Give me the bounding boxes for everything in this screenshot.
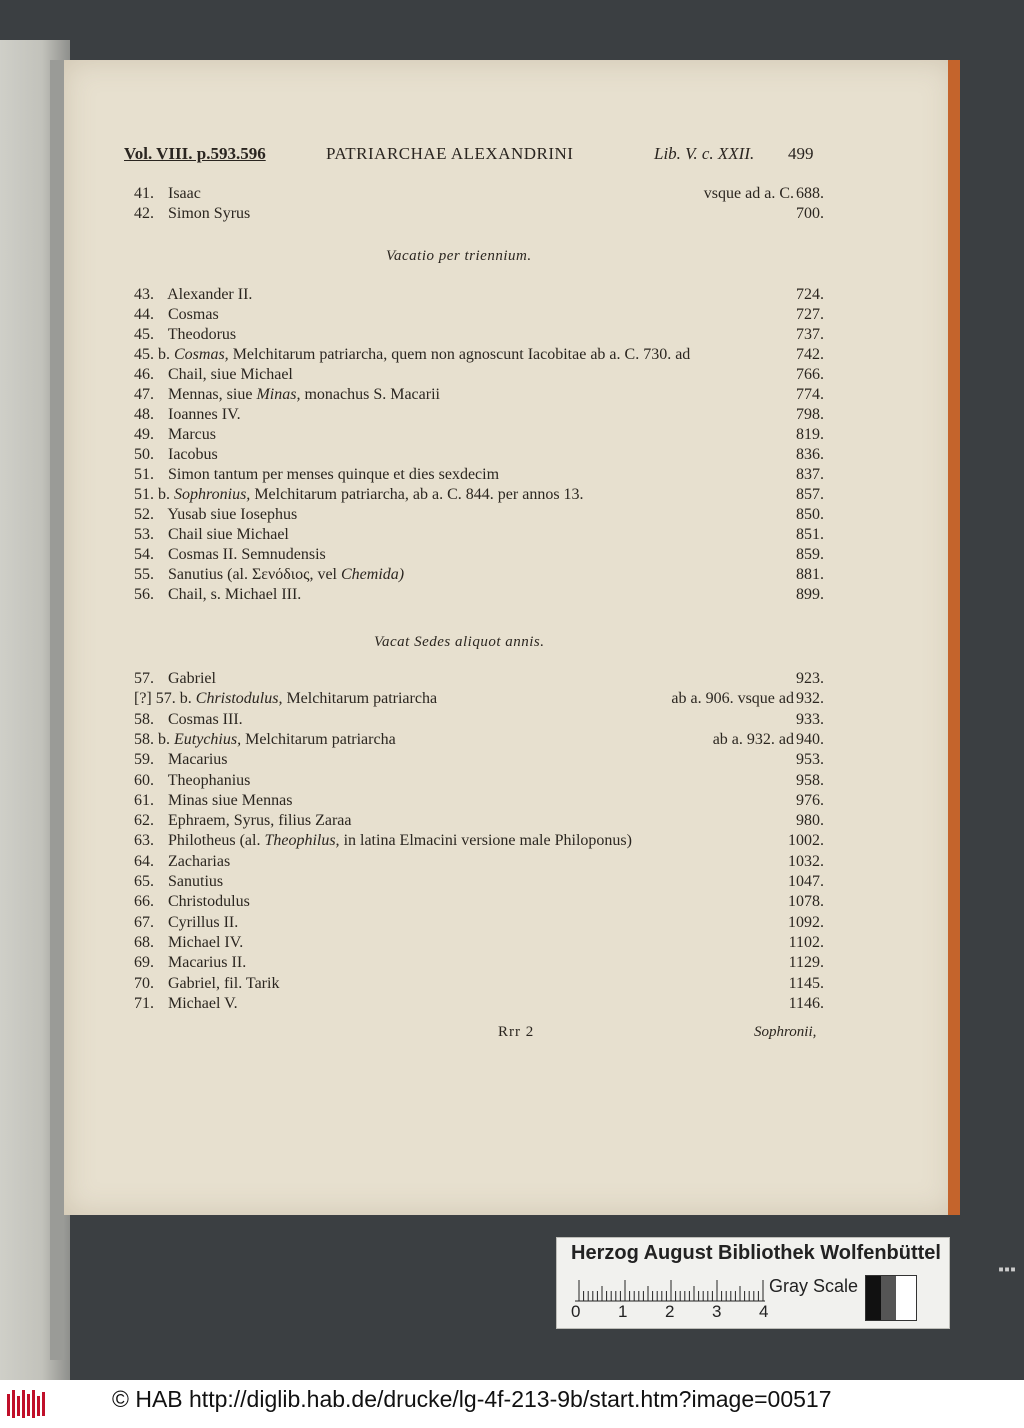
entry-name: Simon tantum per menses quinque et dies sexdecim [168,466,500,483]
entry-number: 64. [134,852,154,870]
entry-year: 837. [796,466,824,483]
entry-number: 49. [134,426,154,443]
catchword: Sophronii, [754,1024,817,1040]
entry-number: 60. [134,771,154,789]
entry-number: 69. [134,954,154,972]
entry-year: 1032. [788,852,824,870]
entry-name: Cosmas [168,306,219,323]
entry-name: Chail siue Michael [168,526,289,543]
entry-name: Ephraem, Syrus, filius Zaraa [168,812,352,830]
entry-year: 932. [796,690,824,708]
gray-swatch [865,1275,917,1321]
entry-year: 881. [796,566,824,583]
entry-name-italic: Chemida) [340,566,405,583]
signature-mark: Rrr 2 [498,1024,535,1040]
list-item [134,792,824,810]
entry-number: 53. [134,526,154,543]
list-item [134,366,824,384]
entry-number: 41. [134,185,154,202]
entry-range: ab a. 906. vsque ad [671,690,794,708]
ruler-digit: 2 [665,1302,675,1321]
list-item [134,346,824,364]
list-item [134,386,824,404]
entry-name: Minas siue Mennas [168,791,293,809]
list-item [134,711,824,729]
entry-number: 59. [134,751,154,769]
entry-name: Michael IV. [168,933,244,951]
entry-number: 51. b. [134,486,170,503]
entry-name-italic: Cosmas, [174,346,229,363]
entry-year: 1002. [788,832,824,850]
entry-year: 1129. [788,954,824,972]
entry-number: 71. [134,994,154,1012]
entry-name: Chail, s. Michael III. [168,586,302,603]
entry-name: Simon Syrus [168,205,251,222]
entry-name-italic: Sophronius, [174,486,251,503]
entry-number: 66. [134,893,154,911]
entry-name: Yusab siue Iosephus [167,506,298,523]
list-item [134,406,824,424]
list-item [134,934,824,952]
entry-range: vsque ad a. C. [703,185,794,202]
entry-name-italic: Minas, [256,386,301,403]
hab-logo-icon [6,1388,46,1420]
list-item [134,690,824,708]
list-item [134,546,824,564]
list-item [134,812,824,830]
entry-year: 798. [796,406,824,423]
entry-number: 52. [134,506,154,523]
header-title: PATRIARCHAE ALEXANDRINI [326,144,574,163]
library-name: Herzog August Bibliothek Wolfenbüttel [571,1242,941,1264]
list-item [134,914,824,932]
entry-year: 958. [796,771,824,789]
entry-name-italic: Eutychius, [174,730,242,748]
list-item [134,670,824,688]
entry-number: 68. [134,933,154,951]
entry-number: 70. [134,974,154,992]
gray-scale-card [556,1237,950,1329]
entry-number: 44. [134,306,154,323]
gray-scale-label: Gray Scale [769,1276,859,1296]
entry-year: 836. [796,446,824,463]
list-item [134,526,824,544]
entry-name: Gabriel [168,670,216,687]
entry-name: Melchitarum patriarcha, quem non agnoscunt Iacobitae ab a. C. 730. ad [232,346,691,363]
ruler-digit: 0 [571,1302,581,1321]
list-item [134,751,824,769]
list-item [134,426,824,444]
header-page-number: 499 [788,144,814,163]
entry-year: 850. [796,506,824,523]
entry-number: 55. [134,566,154,583]
entry-number: 65. [134,873,154,890]
entry-number: 56. [134,586,154,603]
entry-year: 859. [796,546,824,563]
list-item [134,466,824,484]
copyright-link[interactable]: © HAB http://diglib.hab.de/drucke/lg-4f-213-9b/start.htm?image=00517 [112,1386,832,1412]
list-item [134,772,824,790]
list-item [134,586,824,604]
entry-number: 54. [134,546,154,563]
entry-year: 851. [796,526,824,543]
ruler-digit: 1 [618,1302,628,1321]
entry-range: ab a. 932. ad [712,730,794,748]
entry-number: 62. [134,812,154,830]
list-item [134,506,824,524]
list-item [134,853,824,871]
ruler-digit: 4 [759,1302,769,1321]
entry-name: Melchitarum patriarcha, ab a. C. 844. per annos 13. [254,486,584,503]
list-item [134,873,824,891]
heading-vacatio: Vacatio per triennium. [386,248,532,264]
entry-year: 1047. [788,873,824,890]
entry-name: Marcus [168,426,216,443]
list-item [134,954,824,972]
entry-year: 940. [796,730,824,748]
entry-name: Cyrillus II. [168,913,239,931]
book-page [64,60,954,1215]
footer-bar [0,1380,1024,1428]
entry-year: 1146. [788,994,824,1012]
entry-number: [?] 57. b. [134,690,192,708]
entry-year: 724. [796,286,824,303]
list-item [134,486,824,504]
entry-name: Zacharias [168,852,231,870]
entry-name: Ioannes IV. [168,406,241,423]
entry-number: 58. b. [134,730,170,748]
list-item [134,286,824,304]
entry-name: Macarius II. [168,954,247,972]
list-item [134,975,824,993]
header-lib: Lib. V. c. XXII. [654,144,755,163]
entry-name: Christodulus [168,893,250,911]
entry-name: in latina Elmacini versione male Philoponus) [343,832,632,850]
header-volume: Vol. VIII. p.593.596 [124,144,266,163]
list-item [134,326,824,344]
entry-name: Michael V. [168,994,238,1012]
entry-number: 67. [134,913,154,931]
entry-name: Philotheus (al. [168,832,261,850]
entry-number: 47. [134,386,154,403]
entry-year: 700. [796,205,824,222]
entry-year: 774. [796,386,824,403]
list-item [134,893,824,911]
entry-number: 43. [134,286,154,303]
entry-name: Sanutius (al. Σενόδιος, vel [168,566,337,583]
entry-year: 923. [796,670,824,687]
entry-name: Theophanius [167,771,251,789]
entry-year: 976. [796,791,824,809]
entry-year: 980. [796,812,824,830]
entry-name: Mennas, siue [168,386,253,403]
list-item [134,446,824,464]
list-item [134,306,824,324]
entry-name: Melchitarum patriarcha [286,690,438,708]
entry-number: 46. [134,366,154,383]
entry-year: 899. [796,586,824,603]
entry-number: 57. [134,670,154,687]
entry-year: 857. [796,486,824,503]
entry-name: Theodorus [167,326,237,343]
entry-name: monachus S. Macarii [304,386,440,403]
entry-name: Cosmas III. [168,710,243,728]
entry-year: 819. [796,426,824,443]
entry-year: 1092. [788,913,824,931]
ruler-icon [575,1278,765,1302]
entry-name: Sanutius [168,873,224,890]
entry-number: 58. [134,710,154,728]
entry-number: 45. b. [134,346,170,363]
list-item [134,832,824,850]
entry-year: 737. [796,326,824,343]
entry-number: 50. [134,446,154,463]
entry-year: 953. [796,751,824,769]
entry-number: 45. [134,326,154,343]
ruler-digits [571,1302,806,1322]
page-fold-shadow [50,60,64,1360]
entry-name: Isaac [168,185,201,202]
entry-year: 688. [796,185,824,202]
entry-year: 1102. [788,933,824,951]
list-item [134,731,824,749]
entry-name: Cosmas II. Semnudensis [168,546,326,563]
entry-name: Iacobus [168,446,218,463]
entry-year: 933. [796,710,824,728]
entry-name: Gabriel, fil. Tarik [168,974,280,992]
corner-marks: ▪▪▪ [997,1264,1016,1275]
ruler-digit: 3 [712,1302,722,1321]
entry-name: Melchitarum patriarcha [245,730,396,748]
entry-number: 42. [134,205,154,222]
entry-year: 742. [796,346,824,363]
entry-year: 1145. [788,974,824,992]
entry-year: 1078. [788,893,824,911]
heading-vacat-sedes: Vacat Sedes aliquot annis. [374,634,545,650]
page-edge-color [948,60,960,1215]
list-item [134,185,824,203]
entry-name-italic: Christodulus, [195,690,283,708]
entry-number: 63. [134,832,154,850]
entry-year: 727. [796,306,824,323]
entry-year: 766. [796,366,824,383]
entry-name: Macarius [168,751,228,769]
list-item [134,995,824,1013]
list-item [134,205,824,223]
entry-number: 51. [134,466,154,483]
entry-name: Alexander II. [167,286,253,303]
list-item [134,566,824,584]
entry-number: 48. [134,406,154,423]
entry-name-italic: Theophilus, [264,832,340,850]
entry-name: Chail, siue Michael [168,366,293,383]
entry-number: 61. [134,791,154,809]
